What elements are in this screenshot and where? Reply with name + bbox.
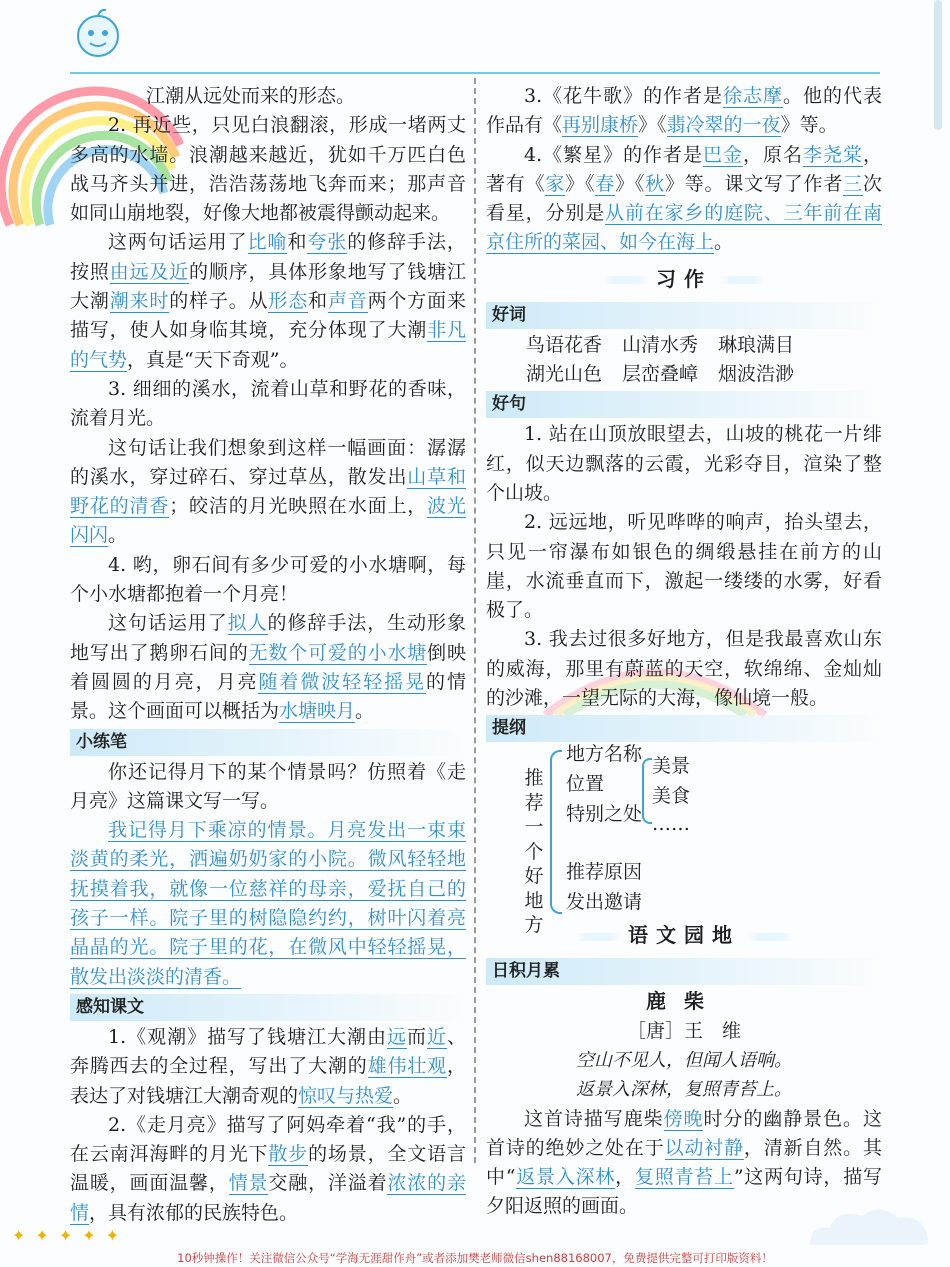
outline-item: 位置 [566,773,605,796]
paragraph: 这句话让我们想象到这样一幅画面：潺潺的溪水，穿过碎石、穿过草丛，散发出山草和野花的清香；皎洁的月光映照在水面上，波光闪闪。 [70,436,466,547]
answer-fill: 再别康桥 [562,114,639,137]
outline-item: 特别之处 [566,803,643,826]
answer-fill: 形态 [268,290,309,313]
outline-item: 地方名称 [566,743,643,766]
footer-notice: 10秒钟操作！关注微信公众号“学海无涯甜作舟”或者添加樊老师微信shen88168007，免费提供完整可打印版资料！ [177,1251,773,1265]
section-title-writing: 习作 [486,264,882,294]
column-divider [474,78,476,1163]
header-rule [70,72,880,74]
paragraph: 2. 远远地，听见哗哗的响声，抬头望去，只见一帘瀑布如银色的绸缎悬挂在前方的山崖，水流垂直而下，激起一缕缕的水雾，好看极了。 [486,511,882,622]
section-label-outline: 提纲 [486,715,882,742]
answer-fill: 返景入深林 [515,1166,616,1189]
cloud-decoration [800,1200,940,1250]
answer-fill: 无数个可爱的小水塘 [248,641,428,664]
good-words-row [486,360,882,389]
section-label-words: 好词 [486,302,882,329]
outline-sub-item: 美食 [652,785,691,808]
outline-sub-item: …… [652,813,690,836]
section-label-sentences: 好句 [486,391,882,418]
answer-fill: 从前在家乡的庭院、三年前在南京住所的菜园、如今在海上 [486,202,882,254]
answer-fill: 夸张 [307,231,348,254]
sparkle-icon: ✦✦✦✦✦ [12,1226,130,1245]
outline-sub-brace [642,758,652,824]
answer-fill: 巴金 [703,143,744,166]
paragraph: 4.《繁星》的作者是巴金，原名李尧棠，著有《家》《春》《秋》等。课文写了作者三次看星，分别是从前在家乡的庭院、三年前在南京住所的菜园、如今在海上。 [486,143,882,254]
answer-fill: 声音 [327,290,368,313]
answer-fill: 傍晚 [663,1107,704,1130]
left-column [70,82,466,1228]
word-item: 烟波浩渺 [718,363,795,386]
answer-fill: 由远及近 [109,260,190,283]
good-words-row [486,331,882,360]
answer-fill: 水塘映月 [279,700,356,723]
outline-root: 推 荐 一 个 好 地 方 [524,767,544,937]
answer-fill: 以动衬静 [664,1136,744,1159]
answer-fill: 远 [386,1025,407,1048]
poem-line: 空山不见人，但闻人语响。 [576,1049,792,1071]
answer-fill: 三 [843,172,863,195]
section-label-practice: 小练笔 [70,729,466,756]
paragraph: 3.《花牛歌》的作者是徐志摩。他的代表作品有《再别康桥》《翡冷翠的一夜》等。 [486,85,882,137]
word-item: 层峦叠嶂 [622,363,699,386]
outline-item: 推荐原因 [566,861,643,884]
paragraph: 3. 细细的溪水，流着山草和野花的香味，流着月光。 [70,377,466,430]
answer-fill: 散步 [268,1143,309,1166]
answer-fill: 春 [595,172,616,195]
poem-title: 鹿柴 [646,989,722,1014]
paragraph: 这首诗描写鹿柴傍晚时分的幽静景色。这首诗的绝妙之处在于以动衬静，清新自然。其中“返景入深林，复照青苔上”这两句诗，描写夕阳返照的画面。 [486,1107,882,1218]
poem-line: 返景入深林，复照青苔上。 [576,1079,792,1101]
right-column [486,82,882,1222]
answer-fill: 秋 [645,172,665,195]
answer-fill: 潮来时 [109,290,170,313]
paragraph: 这两句话运用了比喻和夸张的修辞手法，按照由远及近的顺序，具体形象地写了钱塘江大潮潮来时的样子。从形态和声音两个方面来描写，使人如身临其境，充分体现了大潮非凡的气势，真是“天下奇观”。 [70,231,466,371]
answer-fill: 翡冷翠的一夜 [666,114,781,137]
word-item: 山清水秀 [622,333,699,356]
paragraph: 1. 站在山顶放眼望去，山坡的桃花一片绯红，似天边飘落的云霞，光彩夺目，渲染了整个山坡。 [486,423,882,504]
answer-fill: 随着微波轻轻摇晃 [258,670,427,693]
section-label-perceive: 感知课文 [70,994,466,1021]
sample-answer: 我记得月下乘凉的情景。月亮发出一束束淡黄的柔光，洒遍奶奶家的小院。微风轻轻地抚摸着我，就像一位慈祥的母亲，爱抚自己的孩子一样。院子里的树隐隐约约，树叶闪着亮晶晶的光。院子里的花，在微风中轻轻摇晃，散发出淡淡的清香。 [70,819,466,988]
paragraph: 3. 我去过很多好地方，但是我最喜欢山东的威海，那里有蔚蓝的天空，软绵绵、金灿灿的沙滩，一望无际的大海，像仙境一般。 [486,628,882,710]
answer-fill: 浓浓的亲情 [70,1172,466,1224]
answer-fill: 山草和野花的清香 [70,465,466,518]
poem-author: ［唐］王 维 [626,1019,741,1042]
paragraph: 4. 哟，卵石间有多少可爱的小水塘啊，每个小水塘都抱着一个月亮！ [70,553,466,606]
answer-fill: 波光闪闪 [70,495,466,547]
outline-brace [550,750,562,914]
paragraph: 你还记得月下的某个情景吗？仿照着《走月亮》这篇课文写一写。 [70,760,466,812]
outline-sub-item: 美景 [652,755,691,778]
answer-fill: 徐志摩 [723,85,784,107]
paragraph: 2.《走月亮》描写了阿妈牵着“我”的手，在云南洱海畔的月光下散步的场景，全文语言温暖，画面温馨，情景交融，洋溢着浓浓的亲情，具有浓郁的民族特色。 [70,1113,466,1224]
paragraph: 江潮从远处而来的形态。 [146,85,356,107]
answer-fill: 李尧棠 [802,143,863,166]
answer-fill: 雄伟壮观 [367,1055,447,1078]
paragraph: 1.《观潮》描写了钱塘江大潮由远而近、奔腾西去的全过程，写出了大潮的雄伟壮观，表达了对钱塘江大潮奇观的惊叹与热爱。 [70,1025,466,1107]
section-title-garden: 语文园地 [486,920,882,950]
paragraph: 2. 再近些，只见白浪翻滚，形成一堵两丈多高的水墙。浪潮越来越近，犹如千万匹白色战马齐头并进，浩浩荡荡地飞奔而来；那声音如同山崩地裂，好像大地都被震得颤动起来。 [70,114,466,225]
outline-item: 发出邀请 [566,891,643,914]
mascot-icon [70,6,126,62]
word-item: 湖光山色 [526,363,603,386]
word-item: 鸟语花香 [526,333,603,356]
answer-fill: 家 [545,172,566,195]
answer-fill: 情景 [228,1172,269,1195]
answer-fill: 复照青苔上 [634,1166,734,1189]
answer-fill: 近 [426,1025,447,1048]
answer-fill: 拟人 [227,612,268,635]
answer-fill: 比喻 [247,231,288,254]
paragraph: 这句话运用了拟人的修辞手法，生动形象地写出了鹅卵石间的无数个可爱的小水塘倒映着圆圆的月亮，月亮随着微波轻轻摇晃的情景。这个画面可以概括为水塘映月。 [70,612,466,723]
answer-fill: 非凡的气势 [70,319,466,371]
word-item: 琳琅满目 [718,333,795,356]
section-label-daily: 日积月累 [486,958,882,985]
answer-fill: 惊叹与热爱 [298,1084,394,1107]
page-edge [934,0,942,130]
